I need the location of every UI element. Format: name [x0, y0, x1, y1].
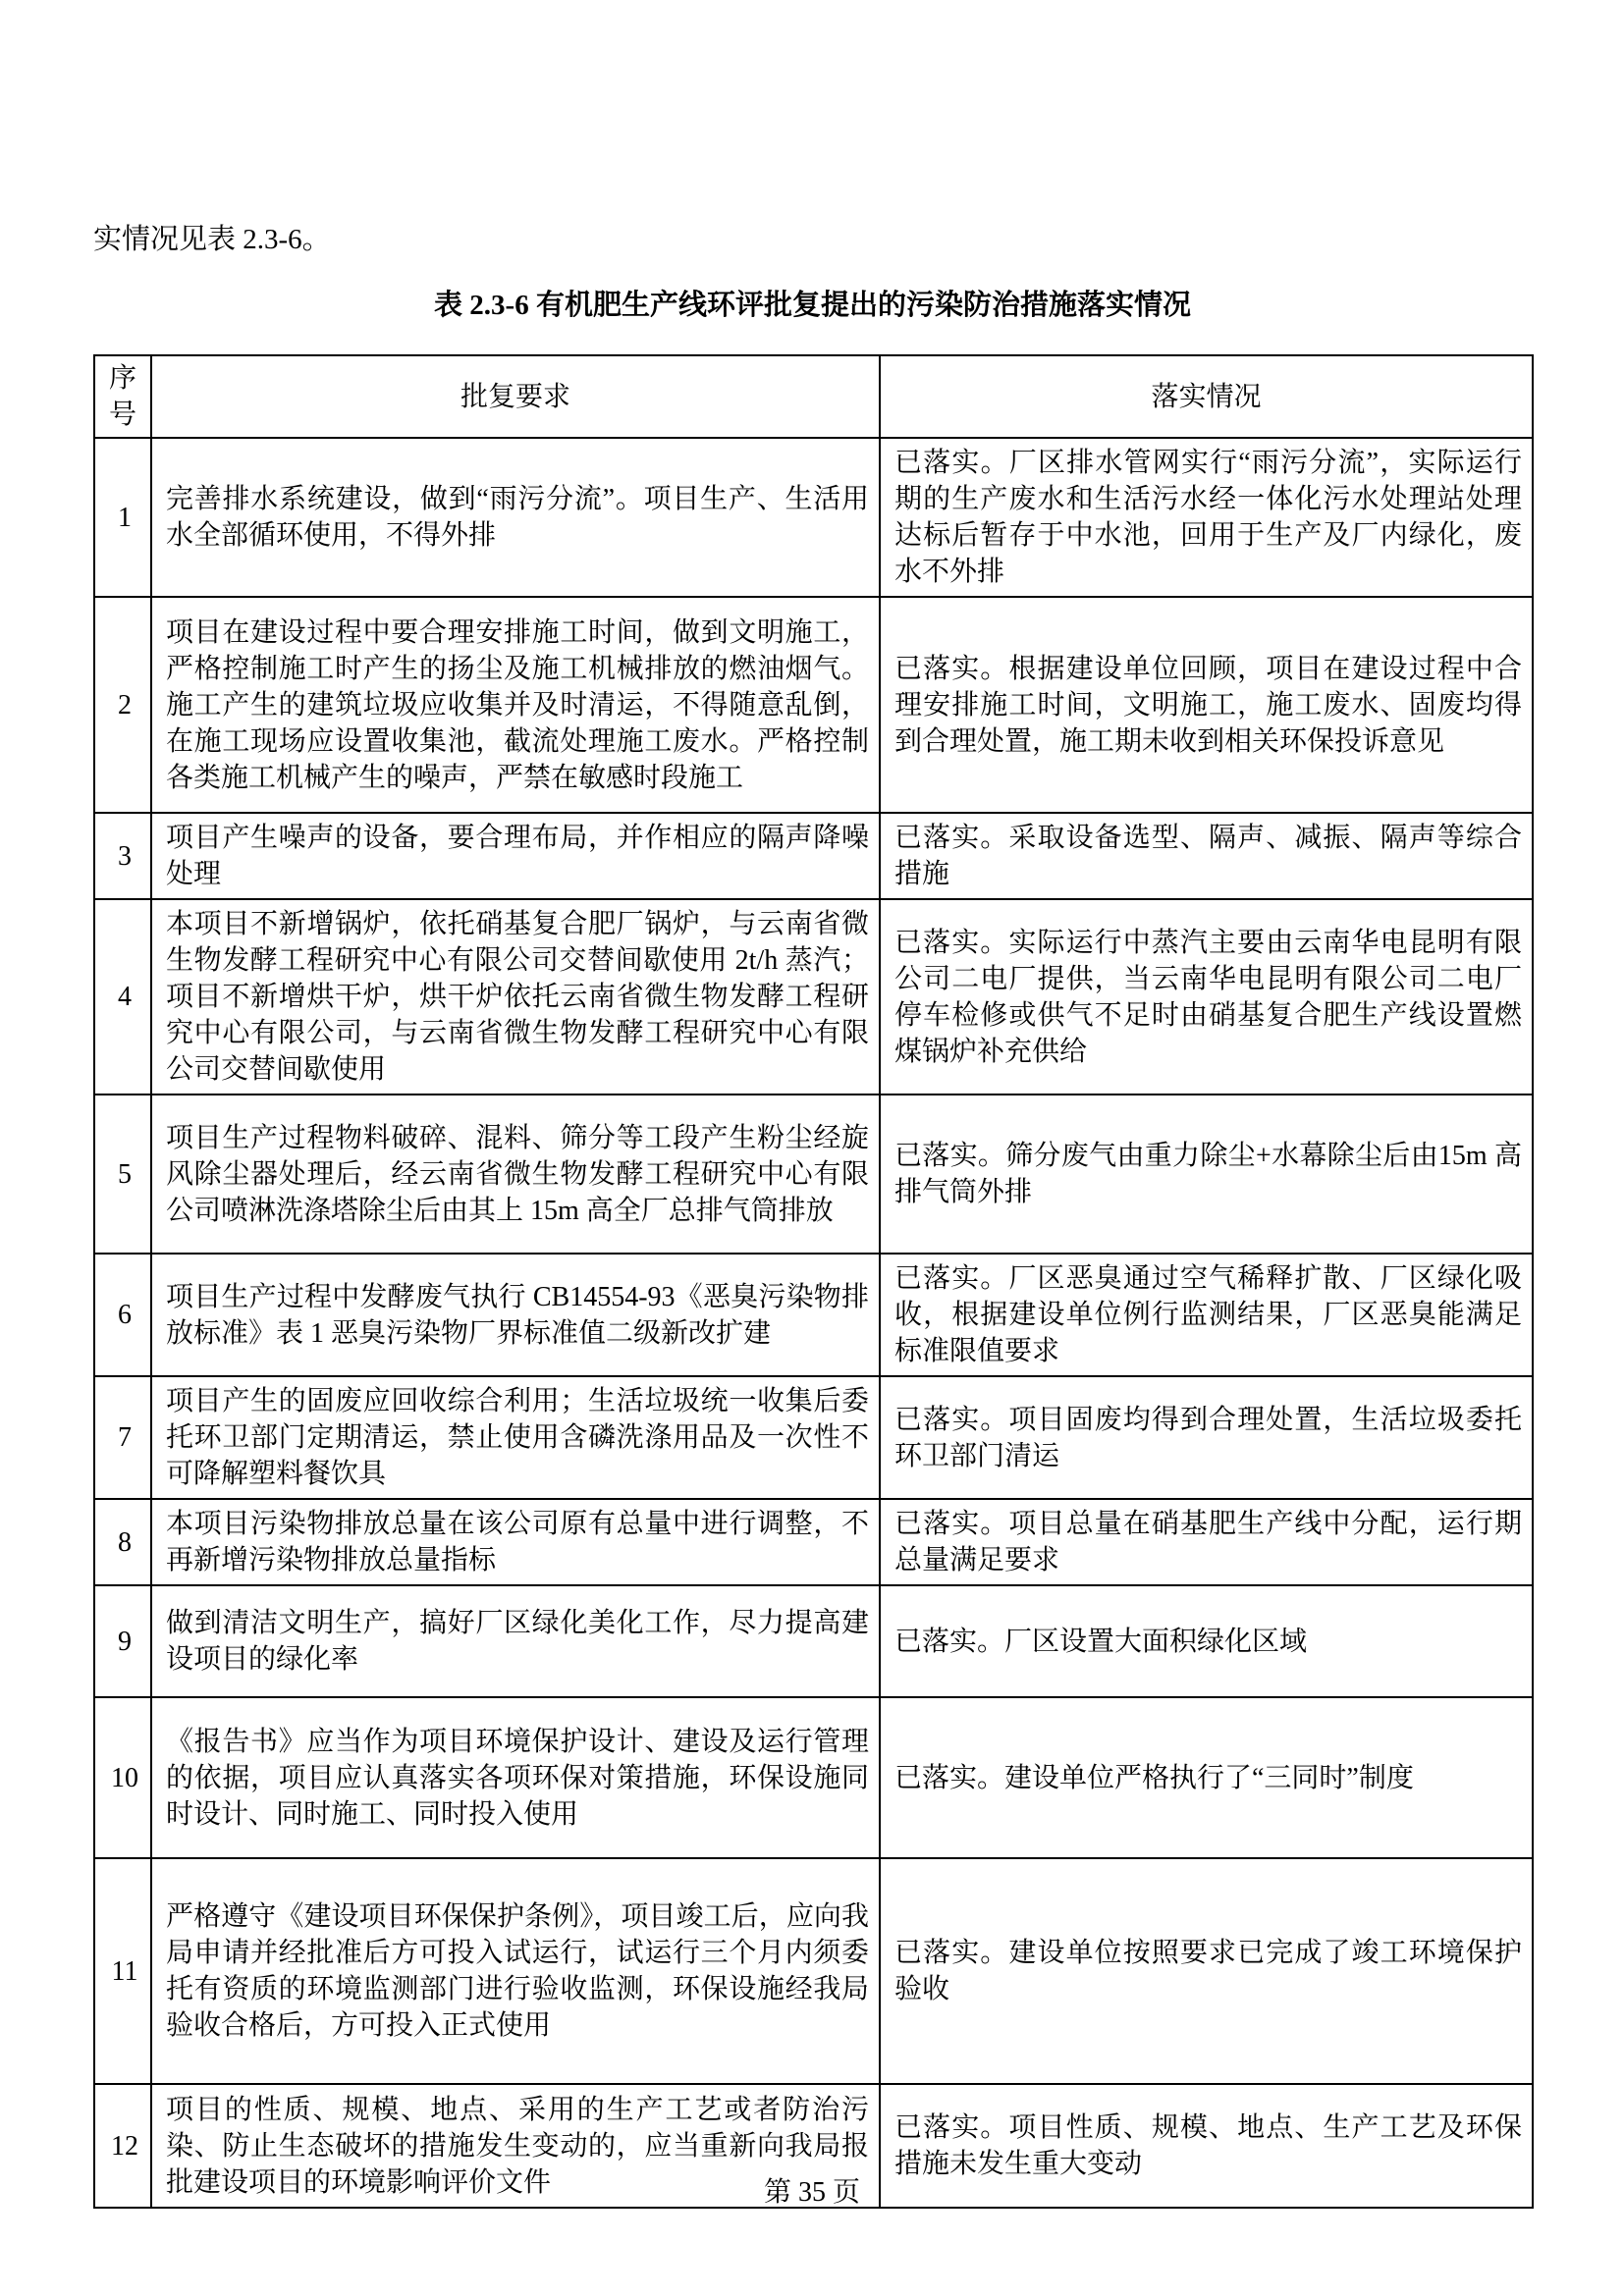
status-cell: 已落实。实际运行中蒸汽主要由云南华电昆明有限公司二电厂提供，当云南华电昆明有限公司二电厂停车检修或供气不足时由硝基复合肥生产线设置燃煤锅炉补充供给 — [880, 899, 1533, 1095]
row-number-cell: 2 — [94, 597, 151, 813]
requirement-cell: 《报告书》应当作为项目环境保护设计、建设及运行管理的依据，项目应认真落实各项环保对策措施，环保设施同时设计、同时施工、同时投入使用 — [151, 1697, 880, 1858]
row-number-cell: 11 — [94, 1858, 151, 2084]
column-header-status: 落实情况 — [880, 355, 1533, 438]
requirement-cell: 本项目不新增锅炉，依托硝基复合肥厂锅炉，与云南省微生物发酵工程研究中心有限公司交替间歇使用 2t/h 蒸汽；项目不新增烘干炉，烘干炉依托云南省微生物发酵工程研究中心有限公司，与云南省微生物发酵工程研究中心有限公司交替间歇使用 — [151, 899, 880, 1095]
status-cell: 已落实。厂区排水管网实行“雨污分流”，实际运行期的生产废水和生活污水经一体化污水处理站处理达标后暂存于中水池，回用于生产及厂内绿化，废水不外排 — [880, 438, 1533, 597]
table-title: 表 2.3-6 有机肥生产线环评批复提出的污染防治措施落实情况 — [434, 290, 1191, 321]
status-cell: 已落实。筛分废气由重力除尘+水幕除尘后由15m 高排气筒外排 — [880, 1095, 1533, 1254]
row-number-cell: 6 — [94, 1254, 151, 1376]
table-row — [94, 1858, 1533, 2084]
status-cell: 已落实。项目总量在硝基肥生产线中分配，运行期总量满足要求 — [880, 1499, 1533, 1585]
requirement-cell: 项目产生噪声的设备，要合理布局，并作相应的隔声降噪处理 — [151, 813, 880, 899]
table-row — [94, 1585, 1533, 1697]
requirement-cell: 完善排水系统建设，做到“雨污分流”。项目生产、生活用水全部循环使用，不得外排 — [151, 438, 880, 597]
column-header-index: 序号 — [94, 355, 151, 438]
status-cell: 已落实。建设单位严格执行了“三同时”制度 — [880, 1697, 1533, 1858]
status-cell: 已落实。建设单位按照要求已完成了竣工环境保护验收 — [880, 1858, 1533, 2084]
status-cell: 已落实。项目性质、规模、地点、生产工艺及环保措施未发生重大变动 — [880, 2084, 1533, 2208]
page-number: 第 35 页 — [763, 2177, 860, 2208]
table-row — [94, 899, 1533, 1095]
table-row — [94, 1254, 1533, 1376]
status-cell: 已落实。采取设备选型、隔声、减振、隔声等综合措施 — [880, 813, 1533, 899]
requirement-cell: 做到清洁文明生产，搞好厂区绿化美化工作，尽力提高建设项目的绿化率 — [151, 1585, 880, 1697]
status-cell: 已落实。厂区设置大面积绿化区域 — [880, 1585, 1533, 1697]
row-number-cell: 1 — [94, 438, 151, 597]
row-number-cell: 9 — [94, 1585, 151, 1697]
requirement-cell: 项目生产过程中发酵废气执行 CB14554-93《恶臭污染物排放标准》表 1 恶臭污染物厂界标准值二级新改扩建 — [151, 1254, 880, 1376]
table-header-row — [94, 355, 1533, 438]
table-row — [94, 1499, 1533, 1585]
table-row — [94, 813, 1533, 899]
table-row — [94, 1095, 1533, 1254]
row-number-cell: 3 — [94, 813, 151, 899]
table-row — [94, 1376, 1533, 1499]
intro-paragraph: 实情况见表 2.3-6。 — [93, 224, 331, 255]
requirement-cell: 项目产生的固废应回收综合利用；生活垃圾统一收集后委托环卫部门定期清运，禁止使用含磷洗涤用品及一次性不可降解塑料餐饮具 — [151, 1376, 880, 1499]
table-row — [94, 597, 1533, 813]
requirement-cell: 项目在建设过程中要合理安排施工时间，做到文明施工，严格控制施工时产生的扬尘及施工机械排放的燃油烟气。施工产生的建筑垃圾应收集并及时清运，不得随意乱倒，在施工现场应设置收集池，截流处理施工废水。严格控制各类施工机械产生的噪声，严禁在敏感时段施工 — [151, 597, 880, 813]
row-number-cell: 10 — [94, 1697, 151, 1858]
status-cell: 已落实。项目固废均得到合理处置，生活垃圾委托环卫部门清运 — [880, 1376, 1533, 1499]
status-cell: 已落实。厂区恶臭通过空气稀释扩散、厂区绿化吸收，根据建设单位例行监测结果，厂区恶臭能满足标准限值要求 — [880, 1254, 1533, 1376]
row-number-cell: 12 — [94, 2084, 151, 2208]
table-row — [94, 438, 1533, 597]
requirement-cell: 本项目污染物排放总量在该公司原有总量中进行调整，不再新增污染物排放总量指标 — [151, 1499, 880, 1585]
requirement-cell: 项目的性质、规模、地点、采用的生产工艺或者防治污染、防止生态破坏的措施发生变动的，应当重新向我局报批建设项目的环境影响评价文件 — [151, 2084, 880, 2208]
column-header-requirement: 批复要求 — [151, 355, 880, 438]
row-number-cell: 4 — [94, 899, 151, 1095]
requirement-cell: 项目生产过程物料破碎、混料、筛分等工段产生粉尘经旋风除尘器处理后，经云南省微生物发酵工程研究中心有限公司喷淋洗涤塔除尘后由其上 15m 高全厂总排气筒排放 — [151, 1095, 880, 1254]
requirement-cell: 严格遵守《建设项目环保保护条例》，项目竣工后，应向我局申请并经批准后方可投入试运行，试运行三个月内须委托有资质的环境监测部门进行验收监测，环保设施经我局验收合格后，方可投入正式使用 — [151, 1858, 880, 2084]
row-number-cell: 8 — [94, 1499, 151, 1585]
row-number-cell: 5 — [94, 1095, 151, 1254]
table-row — [94, 1697, 1533, 1858]
status-cell: 已落实。根据建设单位回顾，项目在建设过程中合理安排施工时间，文明施工，施工废水、固废均得到合理处置，施工期未收到相关环保投诉意见 — [880, 597, 1533, 813]
measures-table — [93, 354, 1534, 2209]
row-number-cell: 7 — [94, 1376, 151, 1499]
